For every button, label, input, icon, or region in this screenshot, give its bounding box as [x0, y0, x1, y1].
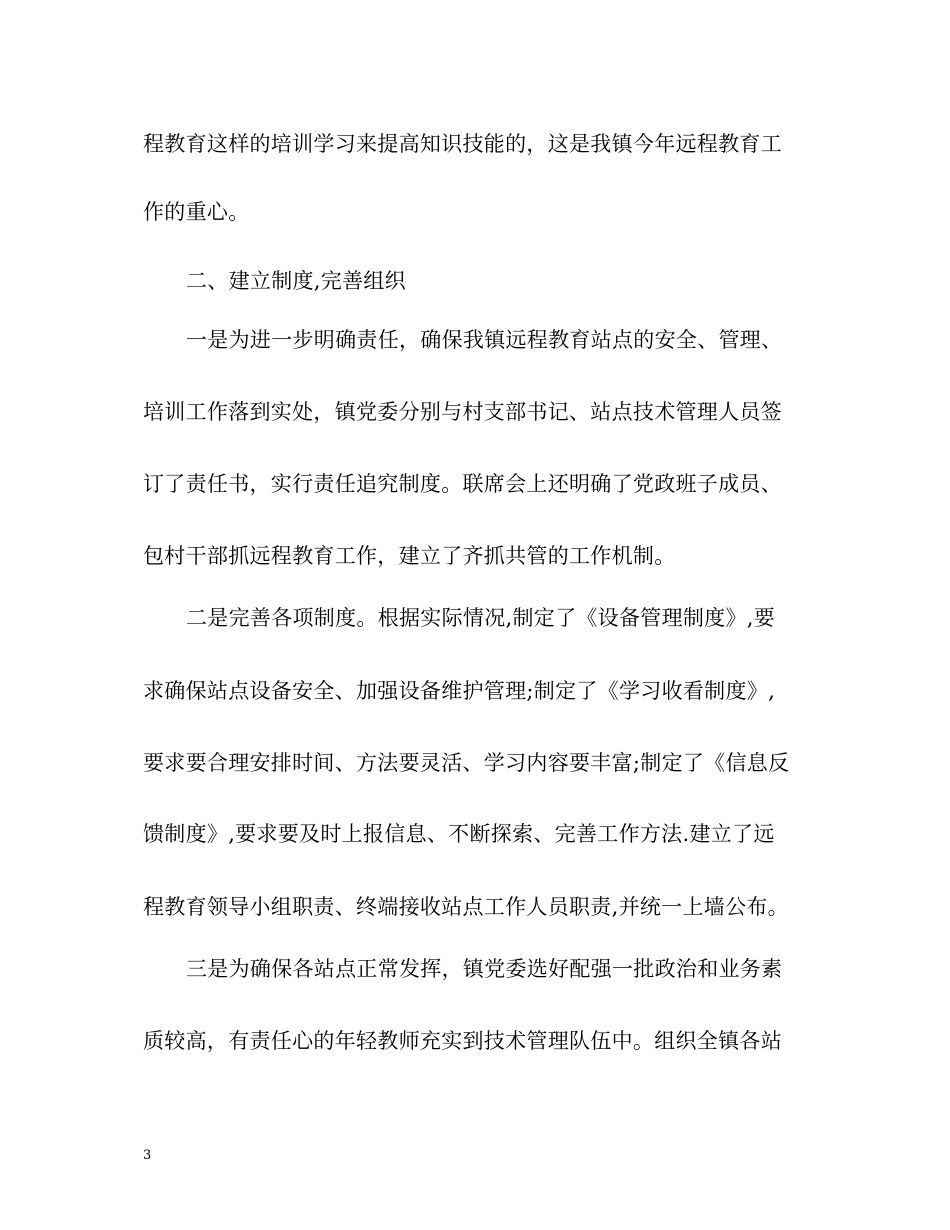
text-line: 包村干部抓远程教育工作，建立了齐抓共管的工作机制。 — [143, 544, 676, 568]
text-line: 求确保站点设备安全、加强设备维护管理;制定了《学习收看制度》, — [143, 679, 776, 703]
text-line: 订了责任书，实行责任追究制度。联席会上还明确了党政班子成员、 — [143, 472, 782, 496]
text-line: 二是完善各项制度。根据实际情况,制定了《设备管理制度》,要 — [186, 606, 776, 630]
text-line: 培训工作落到实处，镇党委分别与村支部书记、站点技术管理人员签 — [143, 400, 782, 424]
page-number: 3 — [143, 1148, 152, 1163]
text-line: 馈制度》,要求要及时上报信息、不断探索、完善工作方法.建立了远 — [143, 822, 775, 846]
text-line: 质较高，有责任心的年轻教师充实到技术管理队伍中。组织全镇各站 — [143, 1029, 782, 1053]
text-line: 三是为确保各站点正常发挥，镇党委选好配强一批政治和业务素 — [186, 957, 783, 981]
text-line: 作的重心。 — [143, 200, 250, 224]
text-line: 一是为进一步明确责任，确保我镇远程教育站点的安全、管理、 — [186, 328, 783, 352]
text-line: 程教育这样的培训学习来提高知识技能的，这是我镇今年远程教育工 — [143, 132, 782, 156]
text-line: 要求要合理安排时间、方法要灵活、学习内容要丰富;制定了《信息反 — [143, 751, 790, 775]
text-line: 程教育领导小组职责、终端接收站点工作人员职责,并统一上墙公布。 — [143, 895, 789, 919]
section-heading: 二、建立制度,完善组织 — [186, 269, 406, 293]
